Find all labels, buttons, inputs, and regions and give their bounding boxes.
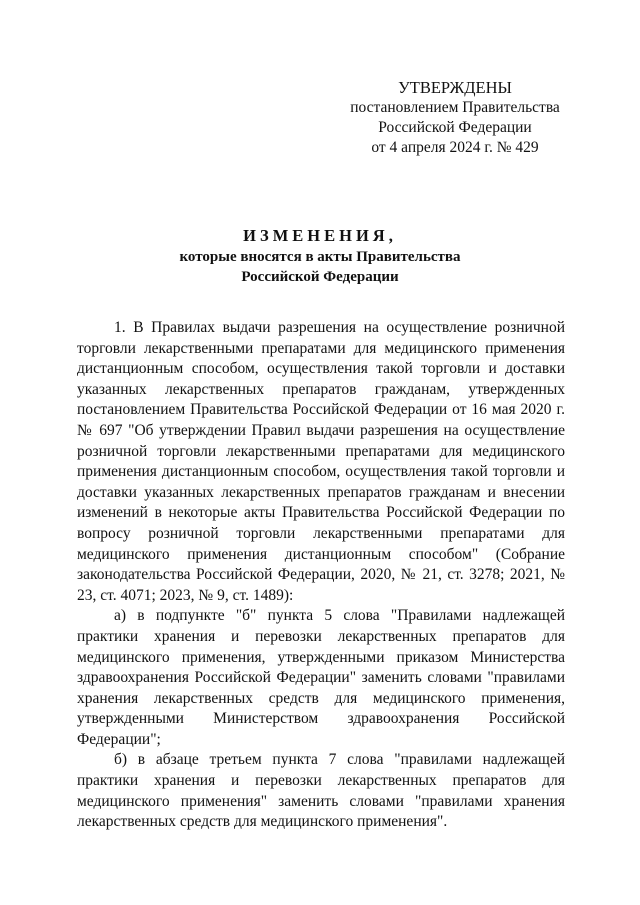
approval-line: Российской Федерации	[378, 119, 532, 136]
paragraph-subitem-b: б) в абзаце третьем пункта 7 слова "правилами надлежащей практики хранения и перевозки лекарственных препаратов для медицинского применения" заменить словами "правилами хранения лекарственных средств для медицинского применения".	[77, 751, 565, 831]
document-heading	[60, 225, 580, 287]
approval-date-line: от 4 апреля 2024 г. № 429	[371, 139, 539, 156]
approval-block	[330, 78, 580, 158]
document-title: ИЗМЕНЕНИЯ,	[243, 226, 397, 245]
paragraph-subitem-a: а) в подпункте "б" пункта 5 слова "Правилами надлежащей практики хранения и перевозки лекарственных препаратов для медицинского применения, утвержденными приказом Министерства здравоохранения Российской Федерации" заменить словами "правилами хранения лекарственных средств для медицинского применения, утвержденными Министерством здравоохранения Российской Федерации";	[77, 607, 565, 748]
document-subtitle-line: Российской Федерации	[241, 269, 399, 285]
document-body	[77, 318, 565, 833]
approval-title: УТВЕРЖДЕНЫ	[398, 78, 512, 97]
document-subtitle-line: которые вносятся в акты Правительства	[179, 249, 461, 265]
paragraph-item-1: 1. В Правилах выдачи разрешения на осуществление розничной торговли лекарственными препаратами для медицинского применения дистанционным способом, осуществления такой торговли и доставки указанных лекарственных препаратов гражданам, утвержденных постановлением Правительства Российской Федерации от 16 мая 2020 г. № 697 "Об утверждении Правил выдачи разрешения на осуществление розничной торговли лекарственными препаратами для медицинского применения дистанционным способом, осуществления такой торговли и доставки указанных лекарственных препаратов гражданам и внесении изменений в некоторые акты Правительства Российской Федерации по вопросу розничной торговли лекарственными препаратами для медицинского применения дистанционным способом" (Собрание законодательства Российской Федерации, 2020, № 21, ст. 3278; 2021, № 23, ст. 4071; 2023, № 9, ст. 1489):	[77, 319, 565, 604]
approval-line: постановлением Правительства	[350, 99, 560, 116]
